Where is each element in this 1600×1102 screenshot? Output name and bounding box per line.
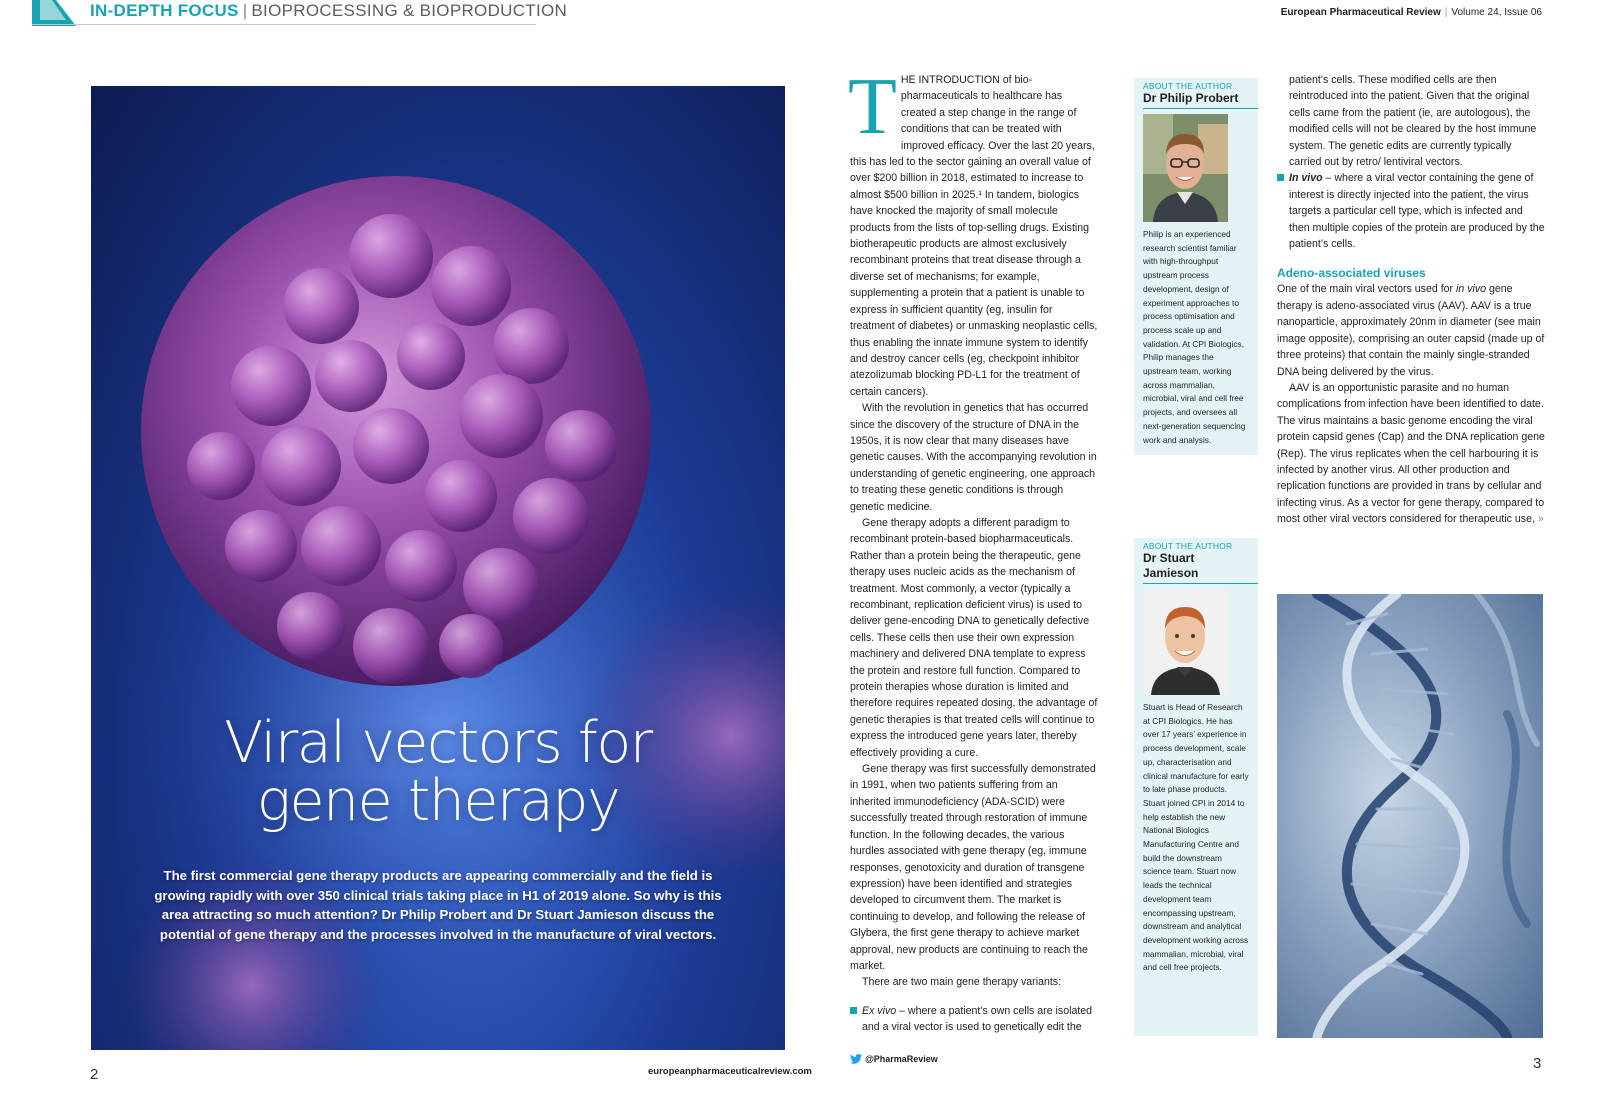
drop-cap: T bbox=[848, 63, 897, 151]
body-paragraph: There are two main gene therapy variants: bbox=[862, 976, 1062, 989]
twitter-bird-icon bbox=[850, 1054, 862, 1064]
bullet-ex-vivo bbox=[850, 1003, 1100, 1036]
author-rule bbox=[1143, 108, 1258, 109]
page-number-right: 3 bbox=[1533, 1055, 1542, 1072]
page-number-left: 2 bbox=[90, 1066, 99, 1083]
body-paragraph: Gene therapy was first successfully demonstrated in 1991, when two patients suffering from an inherited immunodeficiency (ADA-SCID) were successfully treated through restoration of immune function. In the following decades, the various hurdles associated with gene therapy (eg, immune responses, genotoxicity and duration of transgene expression) have been identified and strategies developed to circumvent them. The market is continuing to develop, and following the release of Glybera, the first gene therapy to achieve market approval, new products are continuing to reach the market. bbox=[850, 763, 1096, 972]
body-text: One of the main viral vectors used for bbox=[1277, 283, 1456, 296]
publication-separator: | bbox=[1444, 7, 1448, 18]
author-bio: Stuart is Head of Research at CPI Biologics. He has over 17 years’ experience in process development, scale up, characterisation and clinical manufacture for early to late phase products. Stuart joined CPI in 2014 to help establish the new National Biologics Manufacturing Centre and build the downstream science team. Stuart now leads the technical development team encompassing upstream, downstream and analytical development working across mammalian, microbial, viral and cell free projects. bbox=[1143, 702, 1249, 973]
author-bio: Philip is an experienced research scientist familiar with high-throughput upstream process development, design of experiment approaches to process optimisation and process scale up and validation. At CPI Biologics, Philip manages the upstream team, working across mammalian, microbial, viral and cell free projects, and oversees all next-generation sequencing work and analysis. bbox=[1143, 229, 1246, 445]
body-paragraph: patient’s cells. These modified cells are then reintroduced into the patient. Given that the original cells came from the patient (ie, are autologous), the modified cells will not be cleared by the host immune system. The genetic edits are currently typically carried out by retro/ lentiviral vectors. bbox=[1289, 74, 1537, 169]
author-name: Dr Philip Probert bbox=[1143, 91, 1239, 105]
twitter-handle-text: @PharmaReview bbox=[865, 1054, 938, 1064]
publication-name: European Pharmaceutical Review bbox=[1280, 7, 1441, 18]
article-title-line1: Viral vectors for bbox=[224, 710, 652, 776]
body-text: AAV is an opportunistic parasite and no human complications from infection have been identified to date. The virus maintains a basic genome encoding the viral protein capsid genes (Cap) and the DNA replication gene (Rep). The virus replicates when the cell harbouring it is infected by another virus. All other production and replication functions are provided in trans by cellular and infecting virus. As a vector for gene therapy, compared to most other viral vectors considered for therapeutic use, bbox=[1277, 381, 1545, 526]
body-paragraph bbox=[1277, 380, 1545, 528]
body-paragraph: With the revolution in genetics that has occurred since the discovery of the structure of DNA in the 1950s, it is now clear that many diseases have genetic causes. With the accompanying revolution in understanding of genetic engineering, one approach to treating these genetic conditions is through genetic medicine. bbox=[850, 402, 1097, 513]
hero-image bbox=[91, 86, 785, 1050]
section-topic: BIOPROCESSING & BIOPRODUCTION bbox=[251, 1, 568, 20]
author-label: ABOUT THE AUTHOR bbox=[1143, 81, 1233, 91]
continue-arrow-icon: » bbox=[1537, 513, 1542, 526]
author-photo bbox=[1143, 114, 1228, 222]
author-box-stuart bbox=[1134, 538, 1258, 1036]
bullet-square-icon bbox=[1277, 174, 1284, 181]
body-emphasis: in vivo bbox=[1456, 283, 1487, 296]
header-rule bbox=[32, 24, 536, 25]
bullet-text: – where a patient’s own cells are isolated and a viral vector is used to genetically edit the bbox=[862, 1004, 1093, 1034]
article-title-line2: gene therapy bbox=[256, 768, 620, 834]
bullet-text: – where a viral vector containing the gene of interest is directly injected into the patient, the virus targets a particular cell type, which is infected and then multiple copies of the protein are produced by the patient’s cells. bbox=[1289, 172, 1545, 251]
article-title bbox=[91, 710, 785, 834]
body-text: gene therapy is adeno-associated virus (AAV). AAV is a true nanoparticle, approximately 20nm in diameter (see main image opposite), comprising an outer capsid (made up of three proteins) that contain the mainly single-stranded DNA being delivered by the virus. bbox=[1277, 283, 1545, 378]
publication-info bbox=[1281, 7, 1542, 18]
body-paragraph bbox=[1277, 281, 1545, 379]
article-column-3 bbox=[1277, 72, 1545, 528]
bullet-term: Ex vivo bbox=[862, 1004, 897, 1017]
subheading-aav: Adeno-associated viruses bbox=[1277, 266, 1426, 281]
author-photo bbox=[1143, 589, 1228, 695]
author-name: Dr Stuart Jamieson bbox=[1143, 551, 1199, 580]
intro-text: HE INTRODUCTION of bio-pharmaceuticals to healthcare has created a step change in the range of conditions that can be treated with improved efficacy. Over the last 20 years, this has led to the sector gaining an overall value of over $200 billion in 2018, estimated to increase to almost $500 billion in 2025.¹ In tandem, biologics have knocked the majority of small molecule products from the lists of top-selling drugs. Existing biotherapeutic products are almost exclusively recombinant proteins that treat disease through a diverse set of mechanisms; for example, supplementing a protein that a patient is unable to express in sufficient quantity (eg, insulin for treatment of diabetes) or unmasking neoplastic cells, thus enabling the innate immune system to identify and destroy cancer cells (eg, checkpoint inhibitor atezolizumab blocking PD-L1 for the treatment of certain cancers). bbox=[850, 74, 1098, 398]
issue-number: Volume 24, Issue 06 bbox=[1451, 7, 1542, 18]
article-column-1 bbox=[848, 63, 1100, 1036]
bullet-in-vivo bbox=[1277, 170, 1545, 252]
body-paragraph: Gene therapy adopts a different paradigm to recombinant protein-based biopharmaceuticals. Rather than a protein being the therapeutic, gene therapy uses nucleic acids as the mechanism of treatment. Most commonly, a vector (typically a recombinant, replication deficient virus) is used to deliver gene-encoding DNA to genetically defective cells. These cells then use their own expression machinery and delivered DNA template to express the protein and restore full function. Compared to protein therapies whose duration is limited and therefore requires repeated dosing, the advantage of genetic therapies is that treated cells will continue to express the introduced gene years later, thereby effectively providing a cure. bbox=[850, 516, 1098, 759]
section-tab-graphic bbox=[32, 0, 76, 26]
bullet-term: In vivo bbox=[1289, 172, 1323, 185]
author-rule bbox=[1143, 583, 1258, 584]
bullet-square-icon bbox=[850, 1007, 857, 1014]
intro-paragraph bbox=[848, 63, 1100, 400]
article-standfirst: The first commercial gene therapy products are appearing commercially and the field is growing rapidly with over 350 clinical trials taking place in H1 of 2019 alone. So why is this area attracting so much attention? Dr Philip Probert and Dr Stuart Jamieson discuss the potential of gene therapy and the processes involved in the manufacture of viral vectors. bbox=[154, 868, 722, 942]
dna-helix-image bbox=[1277, 594, 1543, 1038]
website-url[interactable]: europeanpharmaceuticalreview.com bbox=[648, 1066, 812, 1077]
section-label: IN-DEPTH FOCUS bbox=[90, 1, 239, 20]
section-header bbox=[90, 1, 567, 21]
author-box-philip bbox=[1134, 78, 1258, 455]
header-separator: | bbox=[242, 1, 248, 20]
author-label: ABOUT THE AUTHOR bbox=[1143, 541, 1233, 551]
twitter-handle[interactable] bbox=[850, 1054, 938, 1064]
